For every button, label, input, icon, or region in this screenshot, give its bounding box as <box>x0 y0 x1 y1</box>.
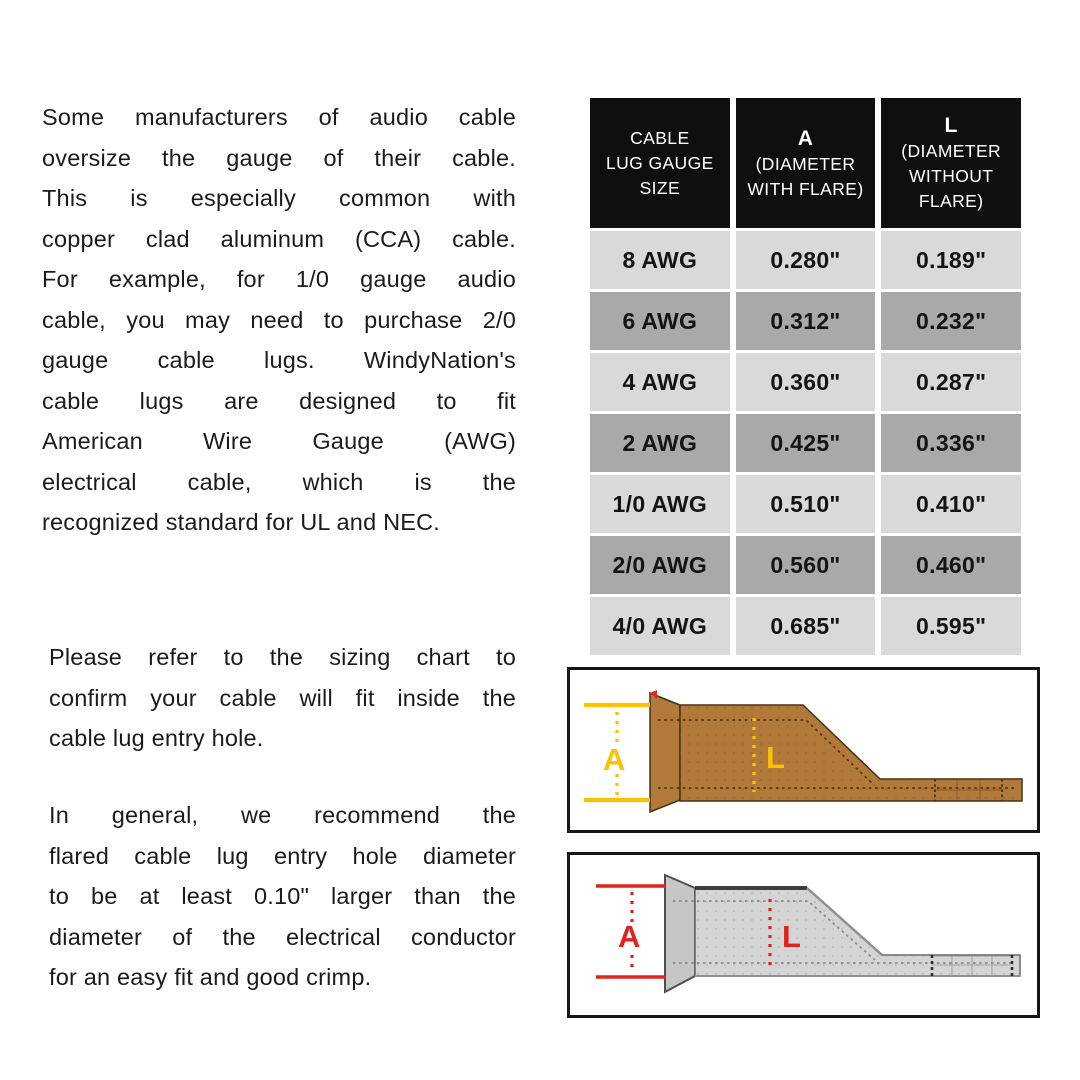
paragraph-line: flared cable lug entry hole diameter <box>49 842 516 869</box>
paragraph-line: recognized standard for UL and NEC. <box>42 509 441 535</box>
paragraph-line: cable lugs are designed to fit <box>42 387 516 414</box>
gauge-size-cell: 2 AWG <box>590 414 730 472</box>
paragraph-line: diameter of the electrical conductor <box>49 923 516 950</box>
header-text-line: WITHOUT <box>908 166 994 186</box>
header-text-line: CABLE <box>630 127 690 148</box>
gauge-size-cell: 1/0 AWG <box>590 475 730 533</box>
gauge-size-cell: 6 AWG <box>590 292 730 350</box>
diameter-without-flare-cell: 0.189" <box>881 231 1021 289</box>
header-text-line: (DIAMETER <box>901 141 1002 161</box>
table-header-col2 <box>736 98 876 228</box>
paragraph-line: gauge cable lugs. WindyNation's <box>42 347 516 373</box>
paragraph-line: confirm your cable will fit inside the <box>49 684 516 711</box>
gauge-size-cell: 8 AWG <box>590 231 730 289</box>
lug-body-texture <box>680 705 1022 801</box>
unflared-lug-drawing <box>570 855 1037 1015</box>
diameter-without-flare-cell: 0.595" <box>881 597 1021 655</box>
gauge-size-cell: 2/0 AWG <box>590 536 730 594</box>
header-symbol: A <box>797 126 814 150</box>
header-text-line: WITH FLARE) <box>747 178 864 199</box>
paragraph-line: In general, we recommend the <box>49 802 516 828</box>
dimension-l-label: L <box>782 919 801 954</box>
flared-lug-drawing <box>570 670 1037 830</box>
intro-paragraph <box>42 97 516 543</box>
unflared-lug-diagram <box>567 852 1040 1018</box>
paragraph-line: Please refer to the sizing chart to <box>49 644 516 670</box>
header-text-line: SIZE <box>639 177 681 198</box>
gauge-size-cell: 4/0 AWG <box>590 597 730 655</box>
paragraph-line: Some manufacturers of audio cable <box>42 104 516 130</box>
diameter-with-flare-cell: 0.360" <box>736 353 876 411</box>
lug-flare <box>665 875 695 992</box>
diameter-with-flare-cell: 0.280" <box>736 231 876 289</box>
dimension-a-label: A <box>603 742 626 777</box>
paragraph-line: cable, you may need to purchase 2/0 <box>42 306 516 333</box>
sizing-table <box>590 98 1021 655</box>
paragraph-line: for an easy fit and good crimp. <box>49 964 372 990</box>
paragraph-line: For example, for 1/0 gauge audio <box>42 266 516 292</box>
table-header-col3 <box>881 98 1021 228</box>
diameter-without-flare-cell: 0.410" <box>881 475 1021 533</box>
header-text-line: LUG GAUGE <box>606 152 714 173</box>
header-symbol: L <box>944 114 958 137</box>
recommendation-paragraph <box>49 795 516 998</box>
diameter-without-flare-cell: 0.287" <box>881 353 1021 411</box>
diameter-with-flare-cell: 0.425" <box>736 414 876 472</box>
paragraph-line: oversize the gauge of their cable. <box>42 144 516 171</box>
paragraph-line: copper clad aluminum (CCA) cable. <box>42 225 516 252</box>
diameter-with-flare-cell: 0.685" <box>736 597 876 655</box>
lug-flare <box>650 693 680 812</box>
diameter-without-flare-cell: 0.336" <box>881 414 1021 472</box>
diameter-without-flare-cell: 0.232" <box>881 292 1021 350</box>
diameter-without-flare-cell: 0.460" <box>881 536 1021 594</box>
paragraph-line: to be at least 0.10" larger than the <box>49 883 516 909</box>
diameter-with-flare-cell: 0.510" <box>736 475 876 533</box>
diameter-with-flare-cell: 0.560" <box>736 536 876 594</box>
header-text-line: FLARE) <box>918 191 984 211</box>
diameter-with-flare-cell: 0.312" <box>736 292 876 350</box>
header-text-line: (DIAMETER <box>755 153 856 174</box>
table-header-col1 <box>590 98 730 228</box>
paragraph-line: American Wire Gauge (AWG) <box>42 428 516 454</box>
paragraph-line: electrical cable, which is the <box>42 468 516 495</box>
sizing-chart-note-paragraph <box>49 637 516 759</box>
dimension-a-label: A <box>618 919 641 954</box>
dimension-l-label: L <box>766 740 785 775</box>
paragraph-line: This is especially common with <box>42 185 516 211</box>
gauge-size-cell: 4 AWG <box>590 353 730 411</box>
paragraph-line: cable lug entry hole. <box>49 725 264 751</box>
flared-lug-diagram <box>567 667 1040 833</box>
